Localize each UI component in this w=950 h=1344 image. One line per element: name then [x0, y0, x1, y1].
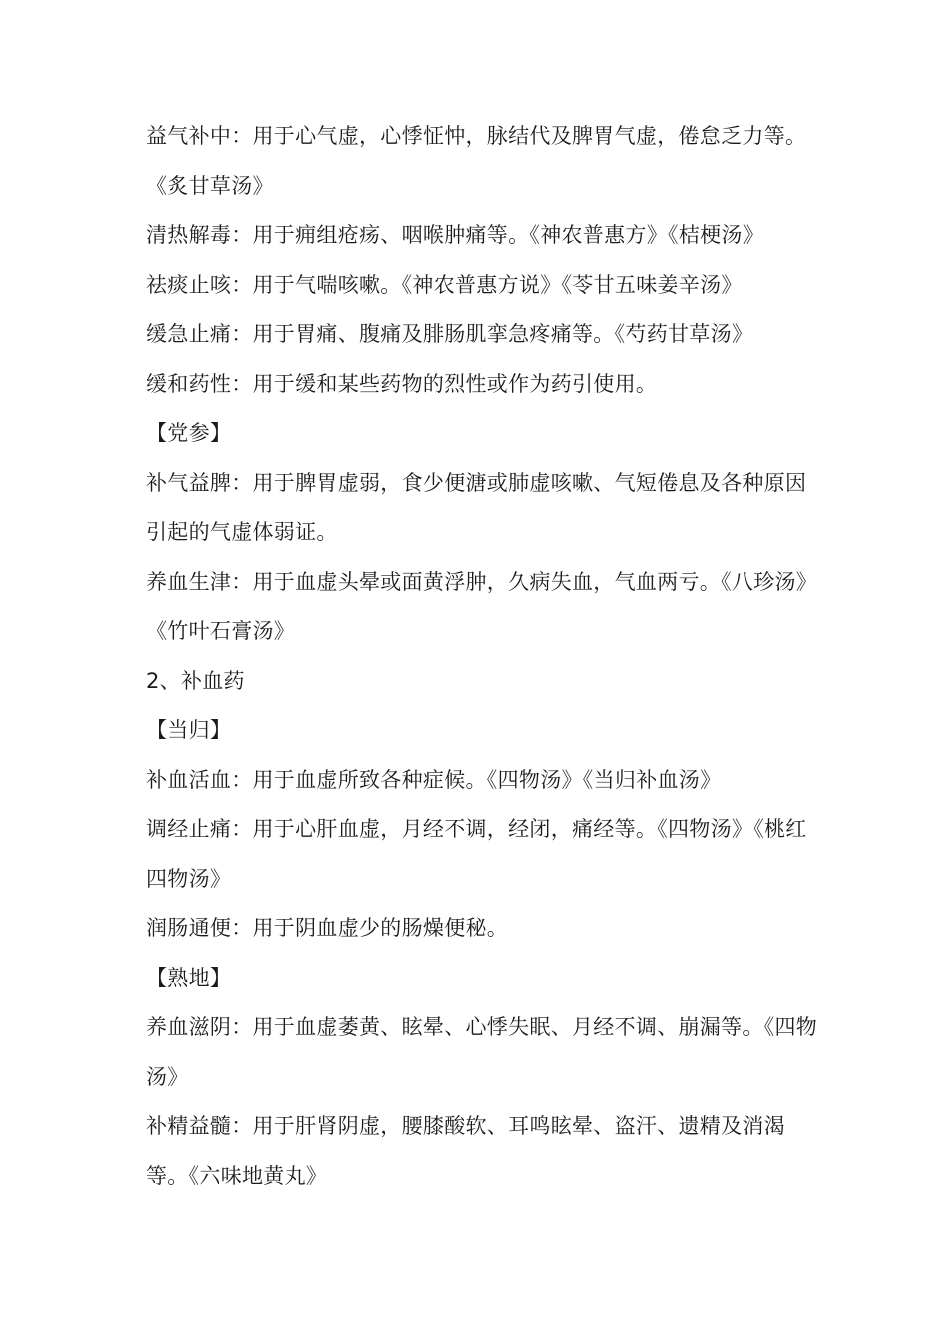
paragraph-gancao-qingre: 清热解毒：用于痈组疮疡、咽喉肿痛等。《神农普惠方》《桔梗汤》 — [146, 223, 764, 247]
paragraph-gancao-huanhe: 缓和药性：用于缓和某些药物的烈性或作为药引使用。 — [146, 371, 658, 396]
paragraph-gancao-yiqi: 益气补中：用于心气虚，心悸怔忡，脉结代及脾胃气虚，倦怠乏力等。 — [146, 124, 807, 148]
paragraph-dangshen-buqi: 补气益脾：用于脾胃虚弱，食少便溏或肺虚咳嗽、气短倦息及各种原因引起的气虚体弱证。 — [146, 470, 807, 544]
paragraph-dangshen-yangxue: 养血生津：用于血虚头晕或面黄浮肿，久病失血，气血两亏。《八珍汤》《竹叶石膏汤》 — [146, 569, 818, 643]
paragraph-danggui-runchang: 润肠通便：用于阴血虚少的肠燥便秘。 — [146, 916, 509, 940]
heading-danggui: 【当归】 — [146, 718, 232, 742]
paragraph-danggui-tiaojing: 调经止痛：用于心肝血虚，月经不调，经闭，痛经等。《四物汤》《桃红四物汤》 — [146, 817, 807, 891]
heading-shudi: 【熟地】 — [146, 965, 232, 990]
document-body — [146, 112, 826, 1201]
paragraph-zhigancao-tang: 《炙甘草汤》 — [146, 173, 274, 198]
paragraph-danggui-buxue: 补血活血：用于血虚所致各种症候。《四物汤》《当归补血汤》 — [146, 767, 722, 792]
section-heading-buxueyao: 2、补血药 — [146, 668, 245, 693]
heading-dangshen: 【党参】 — [146, 421, 232, 445]
paragraph-shudi-yangxue: 养血滋阴：用于血虚萎黄、眩晕、心悸失眠、月经不调、崩漏等。《四物汤》 — [146, 1015, 818, 1089]
paragraph-shudi-bujing: 补精益髓：用于肝肾阴虚，腰膝酸软、耳鸣眩晕、盗汗、遗精及消渴等。《六味地黄丸》 — [146, 1114, 785, 1188]
paragraph-gancao-qutan: 祛痰止咳：用于气喘咳嗽。《神农普惠方说》《苓甘五味姜辛汤》 — [146, 272, 743, 297]
paragraph-gancao-huanji: 缓急止痛：用于胃痛、腹痛及腓肠肌挛急疼痛等。《芍药甘草汤》 — [146, 322, 754, 346]
